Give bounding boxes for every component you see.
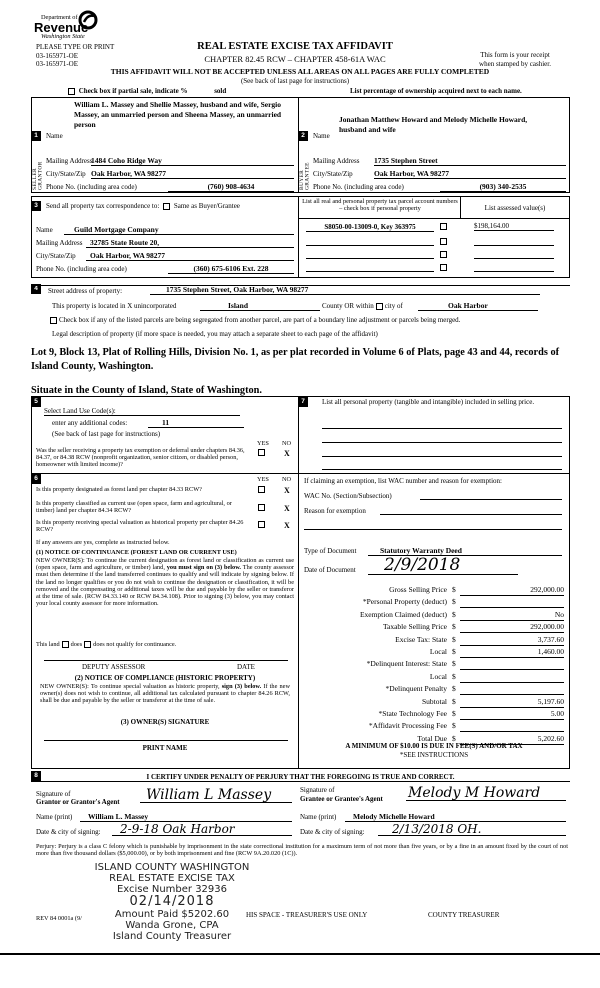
forest-no-answer: X — [284, 486, 290, 495]
fee-label: *Personal Property (deduct) — [362, 597, 447, 606]
fee-label: Exemption Claimed (deduct) — [359, 610, 447, 619]
located-text: This property is located in X unincorporated — [52, 302, 177, 310]
section-6-marker: 6 — [31, 474, 41, 484]
fee-dollar-sign: $ — [452, 647, 456, 656]
county-name: Island — [200, 301, 320, 311]
fee-label: Total Due — [417, 734, 447, 743]
see-instructions: *SEE INSTRUCTIONS — [399, 751, 469, 759]
fee-value: 5.00 — [460, 709, 564, 720]
stamp-line-2: REAL ESTATE EXCISE TAX — [109, 873, 235, 884]
fee-dollar-sign: $ — [452, 659, 456, 668]
correspondence-row — [46, 202, 240, 210]
please-type: PLEASE TYPE OR PRINT — [36, 43, 115, 51]
seller-side-label: SELLER GRANTOR — [32, 161, 44, 190]
fee-value: No — [460, 610, 564, 621]
fee-value — [460, 597, 564, 608]
notice1-text — [36, 557, 294, 608]
form-code-1: 03-165971-OE — [36, 52, 78, 60]
deputy-assessor-label: DEPUTY ASSESSOR — [82, 663, 146, 671]
grantee-name-label: Name (print) — [300, 813, 337, 821]
correspondence-label: Send all property tax correspondence to: — [46, 202, 160, 210]
same-as-buyer-checkbox[interactable] — [163, 203, 170, 210]
wac-label: WAC No. (Section/Subsection) — [304, 492, 392, 500]
fee-dollar-sign: $ — [452, 635, 456, 644]
s3-city: Oak Harbor, WA 98277 — [86, 251, 294, 261]
this-land-row — [36, 641, 176, 648]
s6-yes-header: YES — [257, 476, 269, 483]
land-use-code: 11 — [148, 418, 244, 428]
dept-line1: Department of — [41, 14, 78, 21]
section-2-marker: 2 — [298, 131, 308, 141]
grantee-name: Melody Michelle Howard — [345, 812, 566, 822]
exemption-question: Was the seller receiving a property tax exemption or deferral under chapters 84.36, 84.37, or 84.38 RCW (nonprofit organization, senior citizen, or disabled person, homeowner with limited income)? — [36, 447, 245, 469]
fee-dollar-sign: $ — [452, 672, 456, 681]
seller-phone: (760) 908-4634 — [168, 182, 294, 192]
seller-name: William L. Massey and Shellie Massey, husband and wife, Sergio Massey, an unmarried person and Sheena Massey, an unmarried person — [74, 100, 282, 129]
wac-field[interactable] — [420, 499, 562, 500]
grantee-date-city: 2/13/2018 OH. — [378, 823, 566, 836]
city-of-label: city of — [384, 302, 403, 310]
s3-phone-label: Phone No. (including area code) — [36, 265, 127, 273]
fee-dollar-sign: $ — [452, 597, 456, 606]
rev-form-number: REV 84 0001a (9/ — [36, 915, 82, 922]
notice2-text1: NEW OWNER(S): To continue special valuation as historic property, — [40, 683, 220, 690]
seller-name-label: Name — [46, 132, 63, 140]
fee-dollar-sign: $ — [452, 721, 456, 730]
treasurer-stamp — [92, 862, 252, 942]
additional-codes-label: enter any additional codes: — [52, 419, 128, 427]
section-5-marker: 5 — [31, 397, 41, 407]
stamp-line-4: 02/14/2018 — [129, 894, 215, 909]
s3-name-label: Name — [36, 226, 53, 234]
s3-mailing: 32785 State Route 20, — [86, 238, 294, 248]
grantor-date-label: Date & city of signing: — [36, 828, 101, 836]
partial-sale-label: Check box if partial sale, indicate % — [78, 87, 188, 95]
current-use-yes-checkbox[interactable] — [258, 504, 265, 511]
notice2-bold: sign (3) below. — [221, 683, 262, 690]
fee-dollar-sign: $ — [452, 697, 456, 706]
fee-value: 292,000.00 — [460, 622, 564, 633]
legal-label: Legal description of property (if more space is needed, you may attach a separate sheet to each page of the affidavit) — [52, 330, 378, 338]
fee-value: 292,000.00 — [460, 585, 564, 596]
doc-type: Statutory Warranty Deed — [368, 546, 562, 556]
date-label: DATE — [237, 663, 255, 671]
section-7-marker: 7 — [298, 397, 308, 407]
grantor-sig-label-1: Signature of — [36, 790, 71, 798]
parcel-3-checkbox[interactable] — [440, 251, 447, 258]
buyer-side-label: BUYER GRANTEE — [299, 162, 311, 190]
s3-phone: (360) 675-6106 Ext. 228 — [168, 264, 294, 274]
buyer-mailing-label: Mailing Address — [313, 157, 360, 165]
print-name-label: PRINT NAME — [142, 744, 188, 752]
s5-yes-checkbox[interactable] — [258, 449, 265, 456]
street-label: Street address of property: — [48, 287, 123, 295]
parcel-2-checkbox[interactable] — [440, 238, 447, 245]
notice2-text — [40, 683, 290, 705]
exemption-claim-label: If claiming an exemption, list WAC number and reason for exemption: — [304, 477, 502, 485]
assessed-value: $198,164.00 — [474, 222, 554, 231]
segregated-row — [48, 316, 568, 324]
assessed-header: List assessed value(s) — [484, 204, 546, 212]
county-label: County OR within — [322, 302, 374, 310]
notice2-text2: If the new owner(s) does not wish to continue, all additional tax calculated pursuant to chapter 84.26 RCW, shall be due and payable by the seller or transferor at the time of sale. — [40, 683, 291, 705]
buyer-phone: (903) 340-2535 — [440, 182, 566, 192]
seller-mailing-label: Mailing Address — [46, 157, 93, 165]
list-percentage-note: List percentage of ownership acquired next to each name. — [350, 87, 522, 95]
segregated-label: Check box if any of the listed parcels are being segregated from another parcel, are part of a boundary line adjustment or parcels being merged. — [59, 316, 461, 324]
notice1-text1: NEW OWNER(S): To continue the current designation as forest land or classification as current use (open space, farm and agriculture, or timber) land, — [36, 557, 294, 572]
forest-yes-checkbox[interactable] — [258, 486, 265, 493]
fee-label: Excise Tax: State — [395, 635, 447, 644]
grantee-sig-label-2: Grantee or Grantee's Agent — [300, 795, 383, 803]
fee-value — [460, 684, 564, 695]
grantor-name: William L. Massey — [80, 812, 292, 822]
seller-phone-label: Phone No. (including area code) — [46, 183, 137, 191]
page-title: REAL ESTATE EXCISE TAX AFFIDAVIT — [197, 41, 393, 52]
s5-no-header: NO — [282, 440, 292, 447]
stamp-line-6: Wanda Grone, CPA — [125, 920, 219, 932]
seller-mailing: 1484 Coho Ridge Way — [91, 156, 294, 166]
fee-value: 3,737.60 — [460, 635, 564, 646]
fee-dollar-sign: $ — [452, 734, 456, 743]
personal-property-label: List all personal property (tangible and intangible) included in selling price. — [322, 398, 535, 406]
notice1-text2: The county assessor must then determine if the land transferred continues to qualify and will indicate by signing below. If the land no longer qualifies or you do not wish to continue the designation or classification, it will be removed and the compensating or additional taxes will be due and payable by the seller or transferor at the time of sale. (RCW 84.33.140 or RCW 84.34.108). Prior to signing (3) below, you may contact your local county assessor for more information. — [36, 564, 295, 608]
partial-sale-checkbox[interactable] — [68, 88, 75, 95]
does-not-checkbox[interactable] — [84, 641, 91, 648]
fee-dollar-sign: $ — [452, 684, 456, 693]
perjury-text: Perjury: Perjury is a class C felony which is punishable by imprisonment in the state correctional institution for a maximum term of not more than five years, or by a fine in an amount fixed by the court of not more than five thousand dollars ($5,000.00), or by both imprisonment and fine (RCW 9A.20.020 (1C)). — [36, 843, 568, 858]
s5-see-back: (See back of last page for instructions) — [52, 430, 161, 438]
parcel-1-checkbox[interactable] — [440, 223, 447, 230]
fee-value: 5,202.60 — [460, 734, 564, 745]
section-1-marker: 1 — [31, 131, 41, 141]
stamp-line-3: Excise Number 32936 — [116, 884, 228, 895]
fee-label: *Delinquent Penalty — [385, 684, 447, 693]
buyer-name: Jonathan Matthew Howard and Melody Michelle Howard, husband and wife — [339, 115, 528, 134]
grantee-sig-label-1: Signature of — [300, 786, 335, 794]
historic-no-answer: X — [284, 521, 290, 530]
section-4-marker: 4 — [31, 284, 41, 294]
grantee-date-label: Date & city of signing: — [300, 828, 365, 836]
forest-question: Is this property designated as forest land per chapter 84.33 RCW? — [36, 486, 202, 493]
receipt-note-2: when stamped by cashier. — [479, 60, 551, 68]
minimum-fee-note: A MINIMUM OF $10.00 IS DUE IN FEE(S) AND/OR TAX — [345, 742, 523, 750]
grantor-name-label: Name (print) — [36, 813, 73, 821]
reason-field[interactable] — [380, 514, 562, 515]
s5-yes-header: YES — [257, 440, 269, 447]
dept-line2: Revenue — [34, 20, 89, 35]
s3-city-label: City/State/Zip — [36, 252, 76, 260]
buyer-name-label: Name — [313, 132, 330, 140]
fee-label: *Affidavit Processing Fee — [368, 721, 447, 730]
does-label: does — [70, 641, 83, 648]
situate-text: Situate in the County of Island, State of Washington. — [31, 385, 262, 396]
fee-label: *State Technology Fee — [378, 709, 447, 718]
dor-logo — [36, 10, 98, 40]
notice1-bold: you must sign on (3) below. — [166, 564, 241, 572]
within-city-checkbox[interactable] — [376, 303, 383, 310]
receipt-note-1: This form is your receipt — [480, 51, 550, 59]
buyer-mailing: 1735 Stephen Street — [374, 156, 566, 166]
parcel-number: S8050-00-13009-0, Key 363975 — [306, 223, 434, 232]
stamp-line-7: Island County Treasurer — [112, 931, 232, 943]
fee-label: Gross Selling Price — [389, 585, 447, 594]
fee-value — [460, 721, 564, 732]
notice1-title: (1) NOTICE OF CONTINUANCE (FOREST LAND OR CURRENT USE) — [36, 549, 237, 556]
warning-text: THIS AFFIDAVIT WILL NOT BE ACCEPTED UNLESS ALL AREAS ON ALL PAGES ARE FULLY COMPLETED — [110, 67, 490, 76]
grantor-date-city: 2-9-18 Oak Harbor — [112, 823, 292, 836]
fee-label: Taxable Selling Price — [382, 622, 447, 631]
fee-value — [460, 672, 564, 683]
seller-city-label: City/State/Zip — [46, 170, 86, 178]
buyer-city: Oak Harbor, WA 98277 — [374, 169, 566, 179]
fee-dollar-sign: $ — [452, 585, 456, 594]
fee-label: Local — [429, 672, 447, 681]
if-yes-note: If any answers are yes, complete as instructed below. — [36, 539, 170, 546]
form-code-2: 03-165971-OE — [36, 60, 78, 68]
buyer-phone-label: Phone No. (including area code) — [313, 183, 404, 191]
owner-signature-label: (3) OWNER(S) SIGNATURE — [120, 718, 210, 726]
fee-value: 5,197.60 — [460, 697, 564, 708]
county-treasurer-label: COUNTY TREASURER — [428, 911, 500, 919]
stamp-line-5: Amount Paid $5202.60 — [114, 909, 230, 921]
current-use-question: Is this property classified as current use (open space, farm and agricultural, or timber) land per chapter 84.34 RCW? — [36, 500, 232, 515]
stamp-line-1: ISLAND COUNTY WASHINGTON — [94, 862, 250, 873]
doc-date: 2/9/2018 — [368, 557, 518, 575]
fee-dollar-sign: $ — [452, 622, 456, 631]
s3-mailing-label: Mailing Address — [36, 239, 83, 247]
segregated-checkbox[interactable] — [50, 317, 57, 324]
fee-label: *Delinquent Interest: State — [366, 659, 447, 668]
fee-value — [460, 659, 564, 670]
see-back-instructions: (See back of last page for instructions) — [240, 77, 350, 85]
section-3-marker: 3 — [31, 201, 41, 211]
sold-label: sold — [214, 87, 227, 95]
same-as-buyer-label: Same as Buyer/Grantee — [173, 202, 240, 210]
section-8-marker: 8 — [31, 771, 41, 781]
certify-text: I CERTIFY UNDER PENALTY OF PERJURY THAT THE FOREGOING IS TRUE AND CORRECT. — [146, 773, 455, 781]
legal-description: Lot 9, Block 13, Plat of Rolling Hills, Division No. 1, as per plat recorded in Volume 6 of Plats, page 43 and 44, records of Island County, Washington. — [31, 347, 560, 372]
dept-line3: Washington State — [41, 33, 85, 40]
land-use-label: Select Land Use Code(s): — [44, 407, 240, 416]
fee-label: Local — [429, 647, 447, 656]
parcel-4-checkbox[interactable] — [440, 264, 447, 271]
grantor-sig-label-2: Grantor or Grantor's Agent — [36, 798, 120, 806]
fee-value: 1,460.00 — [460, 647, 564, 658]
historic-yes-checkbox[interactable] — [258, 521, 265, 528]
fee-label: Subtotal — [421, 697, 447, 706]
doc-type-label: Type of Document — [304, 547, 357, 555]
historic-question: Is this property receiving special valuation as historical property per chapter 84.26 RCW? — [36, 519, 244, 534]
street-address: 1735 Stephen Street, Oak Harbor, WA 98277 — [150, 285, 540, 295]
fee-dollar-sign: $ — [452, 709, 456, 718]
city-name: Oak Harbor — [418, 301, 538, 311]
grantor-signature: William L Massey — [140, 788, 292, 803]
doc-date-label: Date of Document — [304, 566, 356, 574]
does-not-label: does not qualify for continuance. — [93, 641, 177, 648]
parcel-header: List all real and personal property tax parcel account numbers – check box if personal property — [302, 198, 458, 213]
s6-no-header: NO — [282, 476, 292, 483]
reason-label: Reason for exemption — [304, 507, 366, 515]
county-or-within — [322, 302, 403, 310]
s3-name: Guild Mortgage Company — [64, 225, 294, 235]
this-land-label: This land — [36, 641, 60, 648]
notice2-title: (2) NOTICE OF COMPLIANCE (HISTORIC PROPERTY) — [74, 674, 256, 682]
treasurer-space-label: HIS SPACE - TREASURER'S USE ONLY — [246, 911, 368, 919]
buyer-city-label: City/State/Zip — [313, 170, 353, 178]
fee-dollar-sign: $ — [452, 610, 456, 619]
page-subtitle: CHAPTER 82.45 RCW – CHAPTER 458-61A WAC — [204, 54, 386, 64]
partial-sale-row — [66, 87, 556, 95]
does-checkbox[interactable] — [62, 641, 69, 648]
seller-city: Oak Harbor, WA 98277 — [91, 169, 294, 179]
s5-no-answer: X — [284, 449, 290, 458]
grantee-signature: Melody M Howard — [406, 786, 566, 801]
current-use-no-answer: X — [284, 504, 290, 513]
